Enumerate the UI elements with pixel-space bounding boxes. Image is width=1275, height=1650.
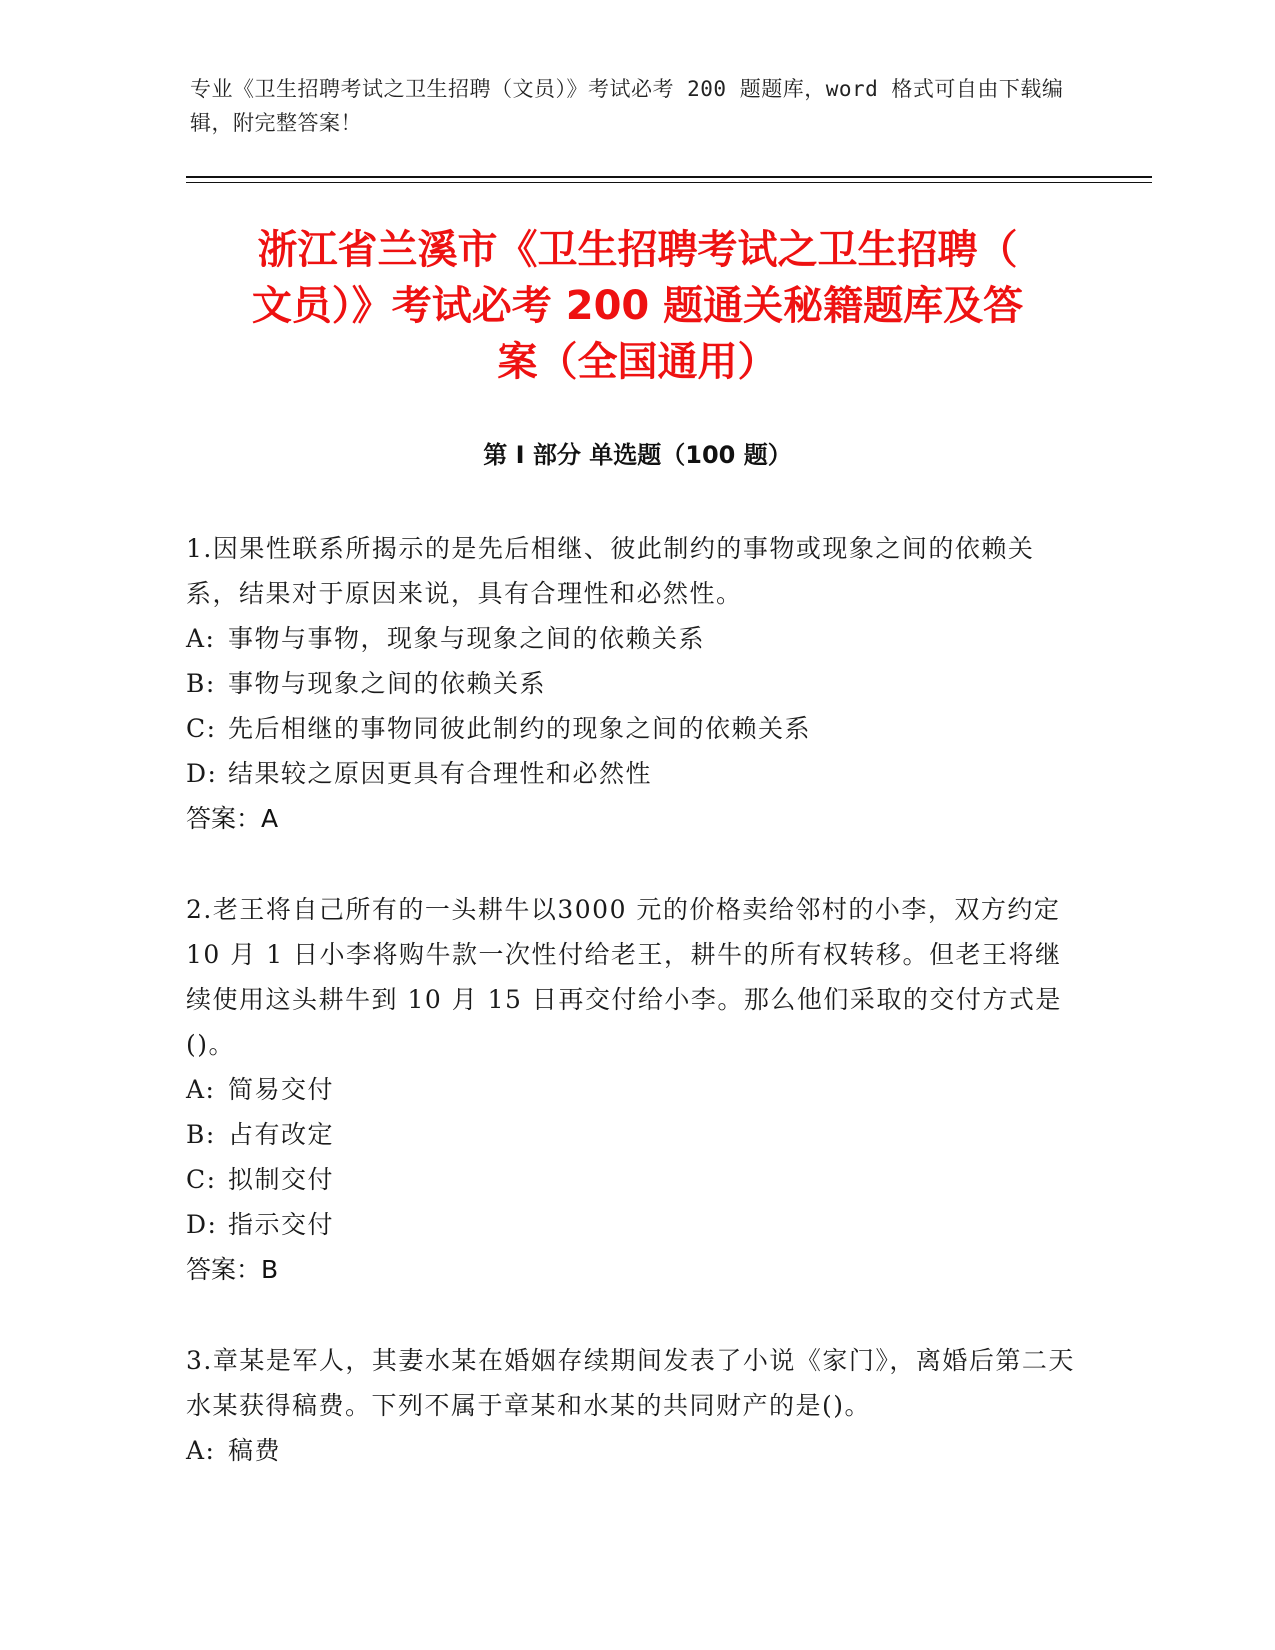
header-divider-thick bbox=[186, 176, 1152, 178]
section-heading: 第 I 部分 单选题（100 题） bbox=[483, 441, 792, 469]
option-text: 指示交付 bbox=[228, 1210, 335, 1239]
option-c bbox=[186, 1157, 1076, 1202]
option-text: 简易交付 bbox=[228, 1075, 335, 1104]
option-letter: D: bbox=[186, 1210, 218, 1239]
option-text: 拟制交付 bbox=[228, 1165, 335, 1194]
option-letter: A: bbox=[186, 624, 216, 653]
question-1 bbox=[186, 526, 1076, 841]
option-letter: C: bbox=[186, 1165, 217, 1194]
option-letter: B: bbox=[186, 1120, 216, 1149]
option-a bbox=[186, 1428, 1076, 1473]
option-text: 结果较之原因更具有合理性和必然性 bbox=[228, 759, 653, 788]
option-text: 先后相继的事物同彼此制约的现象之间的依赖关系 bbox=[228, 714, 812, 743]
document-title-line-2: 文员）》考试必考 200 题通关秘籍题库及答 bbox=[251, 283, 1024, 329]
option-c bbox=[186, 706, 1076, 751]
question-2 bbox=[186, 887, 1076, 1292]
question-3 bbox=[186, 1338, 1076, 1473]
option-b bbox=[186, 1112, 1076, 1157]
option-a bbox=[186, 616, 1076, 661]
header-note: 专业《卫生招聘考试之卫生招聘（文员）》考试必考 200 题题库，word 格式可自由下载编辑，附完整答案！ bbox=[190, 77, 1064, 135]
option-text: 占有改定 bbox=[228, 1120, 335, 1149]
answer-line: 答案：B bbox=[186, 1255, 279, 1284]
option-letter: A: bbox=[186, 1075, 216, 1104]
option-letter: C: bbox=[186, 714, 217, 743]
document-title-line-1: 浙江省兰溪市《卫生招聘考试之卫生招聘（ bbox=[257, 227, 1018, 273]
document-title-line-3: 案（全国通用） bbox=[497, 339, 778, 385]
question-stem: 2.老王将自己所有的一头耕牛以3000 元的价格卖给邻村的小李，双方约定 10 月 1 日小李将购牛款一次性付给老王，耕牛的所有权转移。但老王将继续使用这头耕牛到 10 月 15 日再交付给小李。那么他们采取的交付方式是()。 bbox=[186, 895, 1062, 1059]
option-a bbox=[186, 1067, 1076, 1112]
answer-line: 答案：A bbox=[186, 804, 279, 833]
header-divider-thin bbox=[186, 182, 1152, 183]
option-letter: A: bbox=[186, 1436, 216, 1465]
option-text: 稿费 bbox=[228, 1436, 282, 1465]
question-list bbox=[186, 526, 1076, 1519]
option-d bbox=[186, 1202, 1076, 1247]
question-stem: 1.因果性联系所揭示的是先后相继、彼此制约的事物或现象之间的依赖关系，结果对于原因来说，具有合理性和必然性。 bbox=[186, 534, 1035, 608]
question-stem: 3.章某是军人，其妻水某在婚姻存续期间发表了小说《家门》，离婚后第二天水某获得稿费。下列不属于章某和水某的共同财产的是()。 bbox=[186, 1346, 1075, 1420]
option-letter: B: bbox=[186, 669, 216, 698]
document-title bbox=[170, 222, 1105, 390]
option-d bbox=[186, 751, 1076, 796]
option-b bbox=[186, 661, 1076, 706]
option-text: 事物与现象之间的依赖关系 bbox=[228, 669, 547, 698]
option-letter: D: bbox=[186, 759, 218, 788]
option-text: 事物与事物，现象与现象之间的依赖关系 bbox=[228, 624, 706, 653]
